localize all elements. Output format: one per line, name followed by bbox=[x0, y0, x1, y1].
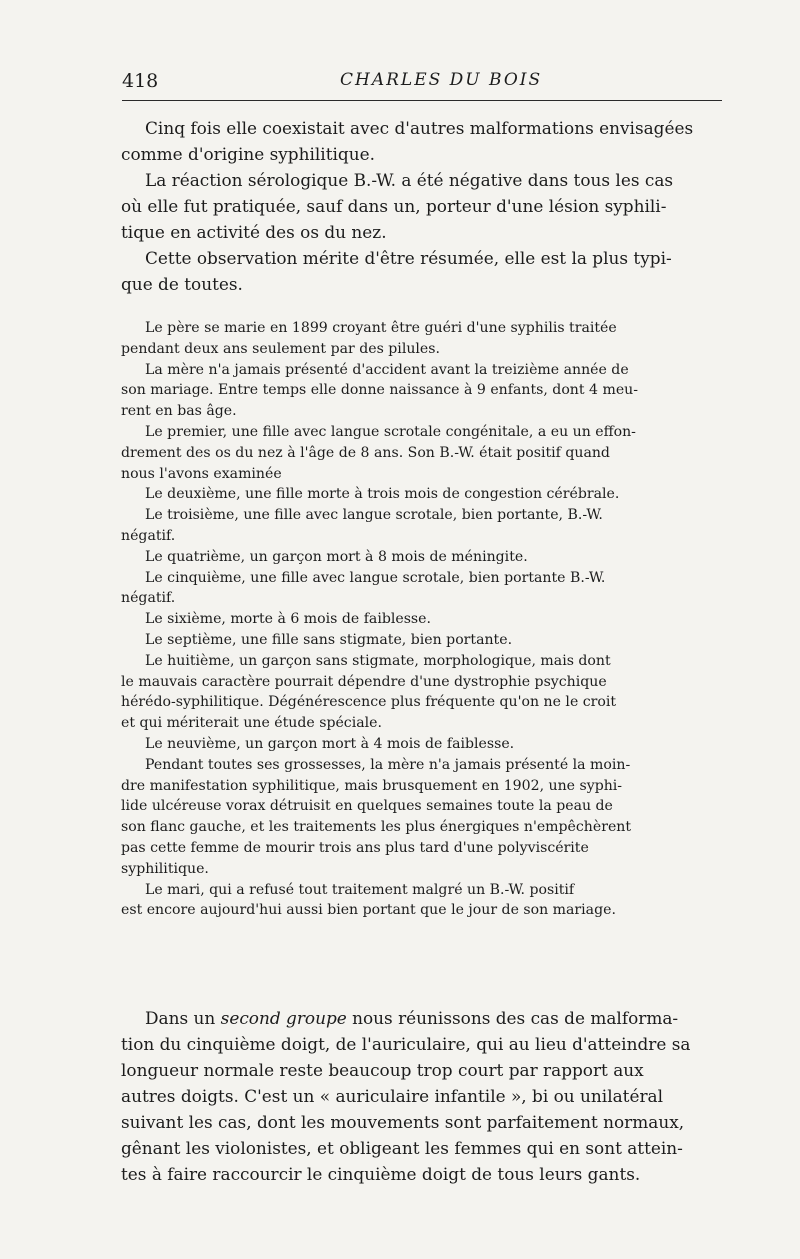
second-group-line: tion du cinquième doigt, de l'auriculaire, qui au lieu d'atteindre sa bbox=[121, 1034, 691, 1054]
page-header bbox=[122, 70, 722, 100]
observation-line: rent en bas âge. bbox=[121, 403, 237, 420]
intro-line: Cinq fois elle coexistait avec d'autres malformations envisagées bbox=[145, 118, 694, 138]
lead-text: Dans un bbox=[145, 1008, 221, 1028]
second-group-line: gênant les violonistes, et obligeant les femmes qui en sont attein- bbox=[121, 1138, 683, 1158]
observation-line: drement des os du nez à l'âge de 8 ans. Son B.-W. était positif quand bbox=[121, 444, 610, 461]
observation-line: La mère n'a jamais présenté d'accident avant la treizième année de bbox=[145, 361, 629, 378]
second-group-line: tes à faire raccourcir le cinquième doigt de tous leurs gants. bbox=[121, 1164, 641, 1184]
observation-line: Le troisième, une fille avec langue scrotale, bien portante, B.-W. bbox=[145, 507, 603, 524]
observation-line: Le premier, une fille avec langue scrotale congénitale, a eu un effon- bbox=[145, 423, 636, 440]
intro-line: tique en activité des os du nez. bbox=[121, 222, 387, 242]
observation-line: pendant deux ans seulement par des pilules. bbox=[121, 340, 440, 357]
observation-line: et qui mériterait une étude spéciale. bbox=[121, 715, 382, 732]
emphasis-text: second groupe bbox=[220, 1008, 347, 1028]
intro-line: La réaction sérologique B.-W. a été négative dans tous les cas bbox=[145, 170, 674, 190]
observation-line: pas cette femme de mourir trois ans plus tard d'une polyviscérite bbox=[121, 839, 589, 856]
observation-line: Le huitième, un garçon sans stigmate, morphologique, mais dont bbox=[145, 652, 611, 669]
intro-line: où elle fut pratiquée, sauf dans un, porteur d'une lésion syphili- bbox=[121, 196, 667, 216]
case-observation bbox=[121, 318, 726, 921]
observation-line: le mauvais caractère pourrait dépendre d'une dystrophie psychique bbox=[121, 673, 607, 690]
observation-line: dre manifestation syphilitique, mais brusquement en 1902, une syphi- bbox=[121, 777, 623, 794]
observation-line: Le septième, une fille sans stigmate, bien portante. bbox=[145, 631, 513, 648]
observation-line: Le deuxième, une fille morte à trois mois de congestion cérébrale. bbox=[145, 486, 620, 503]
observation-line: Le neuvième, un garçon mort à 4 mois de faiblesse. bbox=[145, 735, 515, 752]
running-title: CHARLES DU BOIS bbox=[340, 70, 543, 90]
observation-line: Le père se marie en 1899 croyant être guéri d'une syphilis traitée bbox=[145, 320, 617, 336]
observation-line: syphilitique. bbox=[121, 860, 209, 877]
intro-text bbox=[121, 115, 726, 297]
observation-line: Le quatrième, un garçon mort à 8 mois de méningite. bbox=[145, 548, 528, 565]
second-group-paragraph bbox=[121, 1005, 726, 1187]
observation-line: Le sixième, morte à 6 mois de faiblesse. bbox=[145, 611, 431, 628]
observation-line: nous l'avons examinée bbox=[121, 465, 282, 482]
page-number: 418 bbox=[122, 70, 159, 92]
intro-line: comme d'origine syphilitique. bbox=[121, 144, 375, 164]
observation-line: son mariage. Entre temps elle donne naissance à 9 enfants, dont 4 meu- bbox=[121, 382, 639, 399]
intro-line: que de toutes. bbox=[121, 274, 243, 294]
second-group-line: autres doigts. C'est un « auriculaire infantile », bi ou unilatéral bbox=[121, 1086, 663, 1106]
observation-line: est encore aujourd'hui aussi bien portant que le jour de son mariage. bbox=[121, 902, 616, 919]
observation-line: hérédo-syphilitique. Dégénérescence plus fréquente qu'on ne le croit bbox=[121, 694, 617, 711]
observation-line: Pendant toutes ses grossesses, la mère n'a jamais présenté la moin- bbox=[145, 756, 631, 773]
header-rule bbox=[122, 100, 722, 101]
observation-line: négatif. bbox=[121, 527, 176, 544]
observation-line: lide ulcéreuse vorax détruisit en quelques semaines toute la peau de bbox=[121, 798, 613, 815]
second-group-line: suivant les cas, dont les mouvements sont parfaitement normaux, bbox=[121, 1112, 685, 1132]
observation-line: négatif. bbox=[121, 590, 176, 607]
second-group-first-line bbox=[121, 1005, 726, 1031]
observation-line: son flanc gauche, et les traitements les plus énergiques n'empêchèrent bbox=[121, 819, 632, 836]
intro-line: Cette observation mérite d'être résumée, elle est la plus typi- bbox=[145, 248, 672, 268]
observation-line: Le mari, qui a refusé tout traitement malgré un B.-W. positif bbox=[145, 881, 575, 898]
observation-line: Le cinquième, une fille avec langue scrotale, bien portante B.-W. bbox=[145, 569, 606, 586]
first-line-rest: nous réunissons des cas de malforma- bbox=[346, 1008, 679, 1028]
second-group-line: longueur normale reste beaucoup trop court par rapport aux bbox=[121, 1060, 644, 1080]
